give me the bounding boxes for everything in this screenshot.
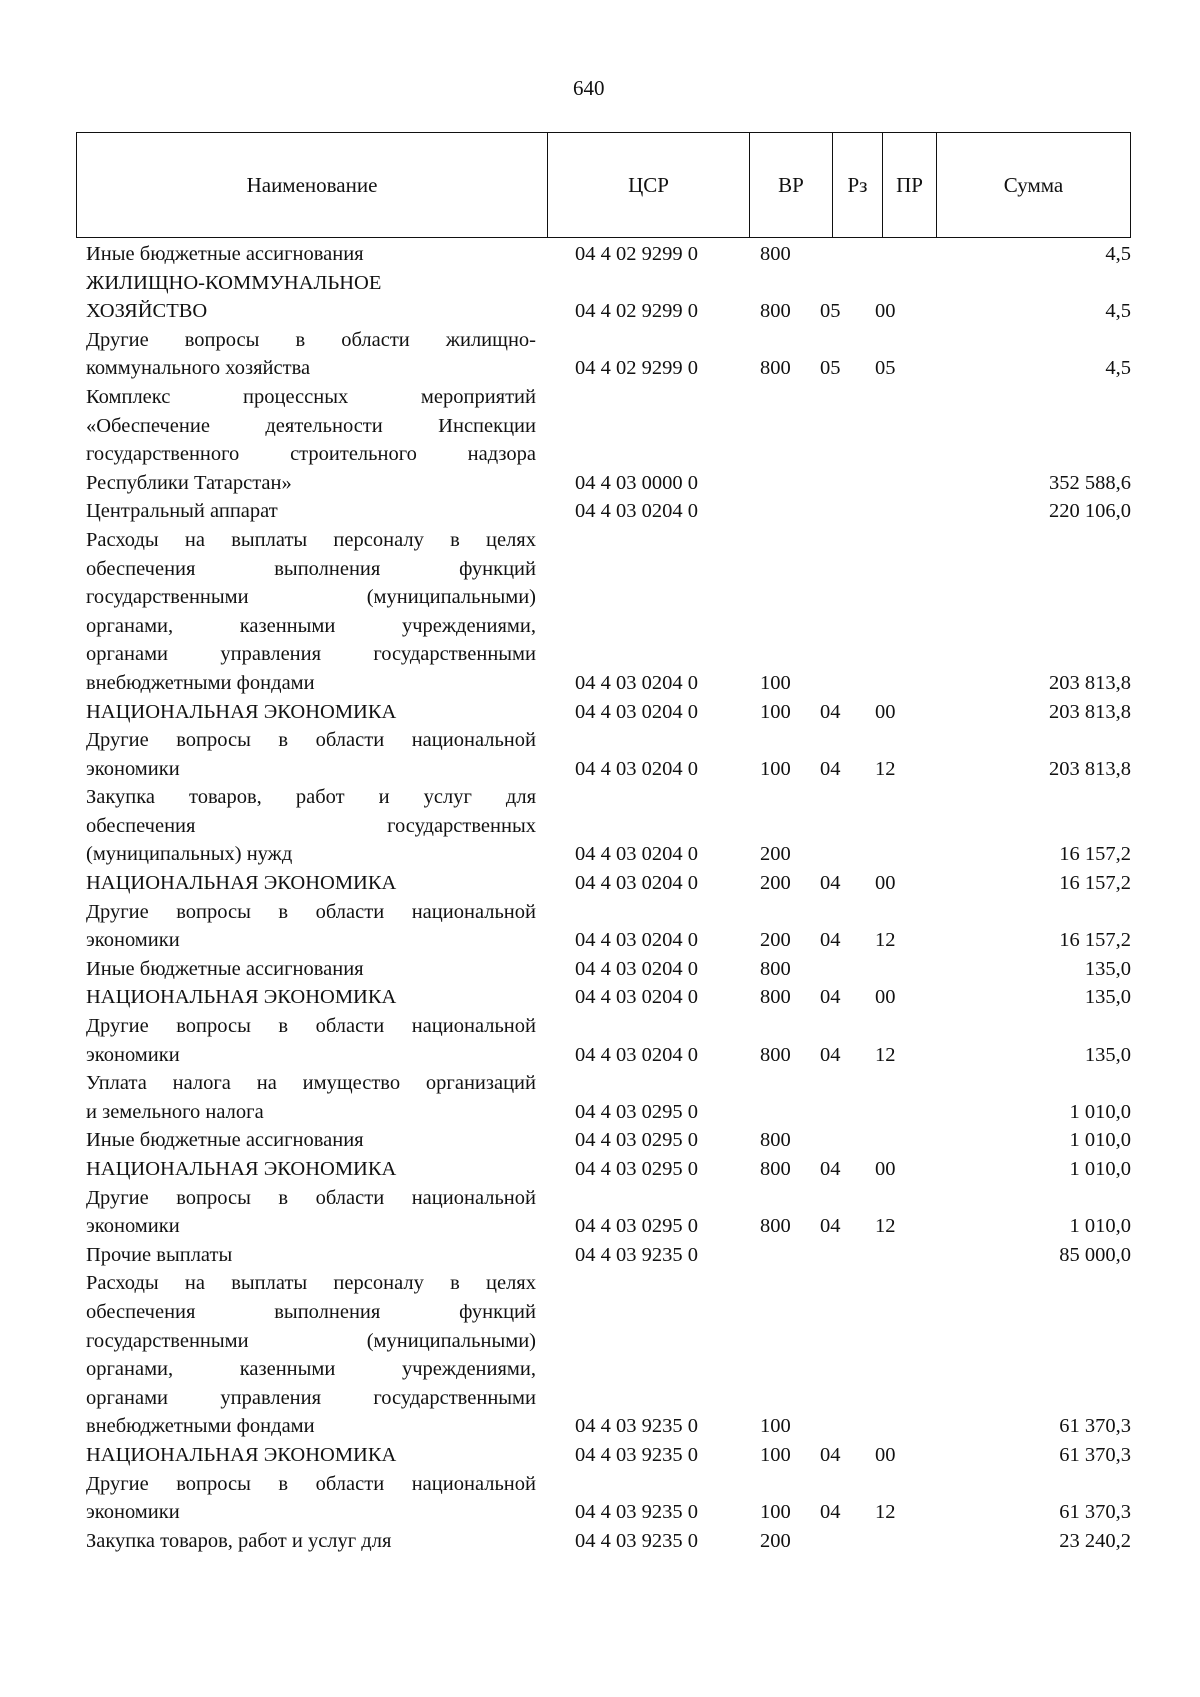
row-name-line: ЖИЛИЩНО-КОММУНАЛЬНОЕ [86, 271, 382, 294]
table-row [86, 383, 1131, 497]
row-name [86, 1527, 536, 1556]
row-sum: 61 370,3 [1059, 1501, 1131, 1524]
row-name-line: экономики [86, 757, 180, 780]
row-name-line: Прочие выплаты [86, 1243, 233, 1266]
row-rz: 04 [820, 700, 841, 723]
row-pr: 12 [875, 1215, 896, 1238]
table-row [86, 1269, 1131, 1441]
row-csr: 04 4 03 0204 0 [575, 957, 698, 980]
row-name-line: Закупка товаров, работ и услуг для [86, 786, 536, 809]
row-name-line: обеспечения выполнения функций [86, 1300, 536, 1323]
row-sum: 1 010,0 [1069, 1158, 1131, 1180]
table-row [86, 1126, 1131, 1155]
row-rz: 04 [820, 1043, 841, 1066]
row-sum: 16 157,2 [1059, 929, 1131, 952]
row-sum: 1 010,0 [1069, 1215, 1131, 1238]
row-csr: 04 4 03 0295 0 [575, 1215, 698, 1238]
row-name-line: НАЦИОНАЛЬНАЯ ЭКОНОМИКА [86, 700, 397, 723]
table-row [86, 1069, 1131, 1126]
row-sum: 135,0 [1084, 986, 1131, 1009]
row-csr: 04 4 03 9235 0 [575, 1501, 698, 1524]
row-sum: 61 370,3 [1059, 1443, 1131, 1466]
row-name-line: коммунального хозяйства [86, 357, 311, 380]
row-rz: 04 [820, 1158, 841, 1180]
row-name-line: обеспечения выполнения функций [86, 557, 536, 580]
row-pr: 00 [875, 300, 896, 323]
table-row [86, 1441, 1131, 1470]
row-name [86, 898, 536, 955]
table-row [86, 269, 1131, 326]
row-sum: 16 157,2 [1059, 872, 1131, 895]
row-csr: 04 4 03 0204 0 [575, 872, 698, 895]
row-name-line: обеспечения государственных [86, 814, 536, 837]
row-name-line: Закупка товаров, работ и услуг для [86, 1529, 392, 1552]
row-name-line: внебюджетными фондами [86, 671, 315, 694]
row-name-line: Иные бюджетные ассигнования [86, 243, 364, 265]
row-sum: 135,0 [1084, 1043, 1131, 1066]
row-name [86, 1155, 536, 1184]
row-sum: 1 010,0 [1069, 1100, 1131, 1123]
row-pr: 00 [875, 700, 896, 723]
row-sum: 352 588,6 [1049, 471, 1131, 494]
table-row [86, 1155, 1131, 1184]
row-csr: 04 4 03 0295 0 [575, 1100, 698, 1123]
row-csr: 04 4 03 0295 0 [575, 1129, 698, 1152]
row-name-line: Комплекс процессных мероприятий [86, 385, 536, 408]
table-row [86, 726, 1131, 783]
row-name [86, 269, 536, 326]
row-name-line: экономики [86, 929, 180, 952]
row-name-line: НАЦИОНАЛЬНАЯ ЭКОНОМИКА [86, 872, 397, 895]
row-vr: 200 [760, 1529, 791, 1552]
row-sum: 4,5 [1105, 243, 1131, 265]
row-name [86, 240, 536, 269]
header-sum: Сумма [1003, 172, 1064, 197]
row-name-line: государственными (муниципальными) [86, 586, 536, 609]
row-pr: 00 [875, 872, 896, 895]
row-csr: 04 4 03 0204 0 [575, 700, 698, 723]
row-rz: 04 [820, 1215, 841, 1238]
row-pr: 05 [875, 357, 896, 380]
row-vr: 800 [760, 957, 791, 980]
row-sum: 85 000,0 [1059, 1243, 1131, 1266]
row-name-line: Республики Татарстан» [86, 471, 292, 494]
row-name [86, 783, 536, 869]
row-csr: 04 4 03 9235 0 [575, 1243, 698, 1266]
row-name-line: НАЦИОНАЛЬНАЯ ЭКОНОМИКА [86, 986, 397, 1009]
row-name [86, 1269, 536, 1441]
row-vr: 800 [760, 1158, 791, 1180]
row-name [86, 526, 536, 698]
row-pr: 12 [875, 1043, 896, 1066]
row-rz: 04 [820, 986, 841, 1009]
header-name: Наименование [77, 133, 548, 237]
header-csr: ЦСР [548, 133, 750, 237]
row-name-line: экономики [86, 1215, 180, 1238]
table-row [86, 898, 1131, 955]
row-pr: 12 [875, 757, 896, 780]
row-name [86, 1470, 536, 1527]
row-name-line: Другие вопросы в области национальной [86, 1186, 536, 1209]
row-name [86, 869, 536, 898]
row-csr: 04 4 03 0204 0 [575, 929, 698, 952]
row-name-line: Другие вопросы в области жилищно- [86, 328, 536, 351]
table-row [86, 1470, 1131, 1527]
row-sum: 203 813,8 [1049, 757, 1131, 780]
header-vr: ВР [750, 133, 833, 237]
row-csr: 04 4 02 9299 0 [575, 357, 698, 380]
row-name-line: экономики [86, 1501, 180, 1524]
row-rz: 05 [820, 357, 841, 380]
row-name-line: органами, казенными учреждениями, [86, 614, 536, 637]
row-csr: 04 4 03 0204 0 [575, 500, 698, 523]
row-name-line: органами управления государственными [86, 1386, 536, 1409]
row-sum: 4,5 [1105, 357, 1131, 380]
page-number: 640 [573, 76, 605, 100]
row-name-line: внебюджетными фондами [86, 1415, 315, 1438]
row-name-line: Другие вопросы в области национальной [86, 729, 536, 752]
row-sum: 16 157,2 [1059, 843, 1131, 866]
row-name-line: (муниципальных) нужд [86, 843, 293, 866]
row-name [86, 326, 536, 383]
row-name-line: органами управления государственными [86, 643, 536, 666]
table-row [86, 240, 1131, 269]
row-csr: 04 4 03 9235 0 [575, 1415, 698, 1438]
row-sum: 4,5 [1105, 300, 1131, 323]
row-vr: 800 [760, 1215, 791, 1238]
row-name [86, 1126, 536, 1155]
row-name-line: и земельного налога [86, 1100, 264, 1123]
row-vr: 100 [760, 1501, 791, 1524]
row-csr: 04 4 03 0000 0 [575, 471, 698, 494]
row-name-line: органами, казенными учреждениями, [86, 1358, 536, 1381]
row-rz: 04 [820, 757, 841, 780]
row-csr: 04 4 03 0204 0 [575, 1043, 698, 1066]
row-vr: 800 [760, 1129, 791, 1152]
row-name-line: государственными (муниципальными) [86, 1329, 536, 1352]
row-csr: 04 4 02 9299 0 [575, 300, 698, 323]
row-name-line: Иные бюджетные ассигнования [86, 1129, 364, 1152]
row-name-line: Расходы на выплаты персоналу в целях [86, 528, 536, 551]
row-vr: 800 [760, 243, 791, 265]
row-pr: 12 [875, 1501, 896, 1524]
row-csr: 04 4 03 9235 0 [575, 1529, 698, 1552]
table-row [86, 1241, 1131, 1270]
row-csr: 04 4 03 0295 0 [575, 1158, 698, 1180]
table-row [86, 955, 1131, 984]
row-sum: 203 813,8 [1049, 671, 1131, 694]
table-row [86, 497, 1131, 526]
row-rz: 04 [820, 1443, 841, 1466]
row-vr: 800 [760, 300, 791, 323]
row-name [86, 383, 536, 497]
row-vr: 100 [760, 757, 791, 780]
row-name-line: экономики [86, 1043, 180, 1066]
row-csr: 04 4 03 0204 0 [575, 757, 698, 780]
row-sum: 135,0 [1084, 957, 1131, 980]
row-rz: 04 [820, 929, 841, 952]
row-csr: 04 4 02 9299 0 [575, 243, 698, 265]
row-vr: 100 [760, 1443, 791, 1466]
row-rz: 04 [820, 1501, 841, 1524]
row-name [86, 497, 536, 526]
table-row [86, 869, 1131, 898]
row-name-line: Иные бюджетные ассигнования [86, 957, 364, 980]
row-name [86, 983, 536, 1012]
row-rz: 04 [820, 872, 841, 895]
table-row [86, 983, 1131, 1012]
table-body [86, 240, 1131, 1555]
row-vr: 200 [760, 843, 791, 866]
row-name-line: государственного строительного надзора [86, 443, 536, 466]
table-row [86, 1012, 1131, 1069]
row-vr: 100 [760, 671, 791, 694]
row-name-line: ХОЗЯЙСТВО [86, 300, 208, 323]
row-pr: 00 [875, 1443, 896, 1466]
header-rz: Рз [833, 133, 883, 237]
row-name [86, 955, 536, 984]
row-vr: 100 [760, 700, 791, 723]
table-row [86, 1184, 1131, 1241]
row-name-line: НАЦИОНАЛЬНАЯ ЭКОНОМИКА [86, 1443, 397, 1466]
row-pr: 00 [875, 986, 896, 1009]
row-name [86, 1241, 536, 1270]
row-name-line: «Обеспечение деятельности Инспекции [86, 414, 536, 437]
row-name-line: НАЦИОНАЛЬНАЯ ЭКОНОМИКА [86, 1158, 397, 1180]
row-name [86, 1441, 536, 1470]
row-name-line: Другие вопросы в области национальной [86, 1472, 536, 1495]
row-pr: 12 [875, 929, 896, 952]
row-name-line: Расходы на выплаты персоналу в целях [86, 1272, 536, 1295]
row-name [86, 698, 536, 727]
header-pr: ПР [883, 133, 937, 237]
row-csr: 04 4 03 0204 0 [575, 986, 698, 1009]
table-row [86, 783, 1131, 869]
row-name [86, 726, 536, 783]
row-name [86, 1184, 536, 1241]
row-name-line: Центральный аппарат [86, 500, 278, 523]
row-csr: 04 4 03 0204 0 [575, 843, 698, 866]
row-sum: 61 370,3 [1059, 1415, 1131, 1438]
row-vr: 100 [760, 1415, 791, 1438]
row-sum: 220 106,0 [1049, 500, 1131, 523]
row-name-line: Другие вопросы в области национальной [86, 900, 536, 923]
row-pr: 00 [875, 1158, 896, 1180]
table-row [86, 698, 1131, 727]
row-sum: 203 813,8 [1049, 700, 1131, 723]
table-row [86, 326, 1131, 383]
row-vr: 800 [760, 986, 791, 1009]
row-vr: 800 [760, 1043, 791, 1066]
row-vr: 200 [760, 929, 791, 952]
row-vr: 200 [760, 872, 791, 895]
row-vr: 800 [760, 357, 791, 380]
row-csr: 04 4 03 9235 0 [575, 1443, 698, 1466]
row-csr: 04 4 03 0204 0 [575, 671, 698, 694]
row-name-line: Уплата налога на имущество организаций [86, 1072, 536, 1095]
row-name [86, 1069, 536, 1126]
row-sum: 1 010,0 [1069, 1129, 1131, 1152]
row-name-line: Другие вопросы в области национальной [86, 1015, 536, 1038]
row-sum: 23 240,2 [1059, 1529, 1131, 1552]
row-name [86, 1012, 536, 1069]
table-row [86, 1527, 1131, 1556]
table-header [76, 132, 1131, 238]
table-row [86, 526, 1131, 698]
row-rz: 05 [820, 300, 841, 323]
